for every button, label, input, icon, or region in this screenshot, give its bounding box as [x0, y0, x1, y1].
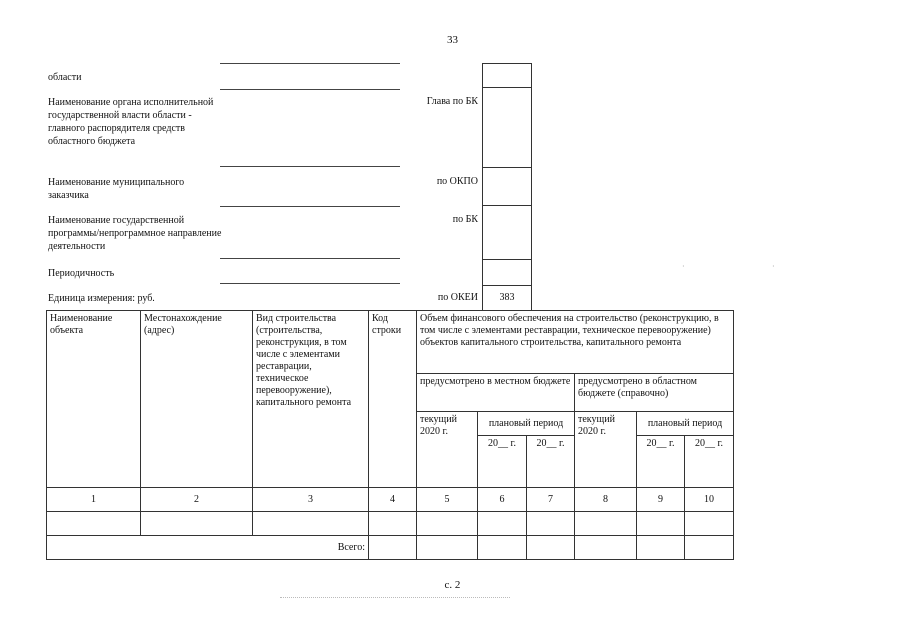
table-cell: [637, 536, 685, 560]
table-cell: [527, 512, 575, 536]
region-line-top: [220, 63, 400, 64]
total-label: Всего:: [253, 536, 369, 560]
code-cell-okei: 383: [483, 286, 531, 311]
table-cell: [685, 512, 734, 536]
table-cell: [575, 536, 637, 560]
col-number: 3: [253, 488, 369, 512]
table-cell: [47, 512, 141, 536]
table-cell: [575, 512, 637, 536]
table-cell: [369, 536, 417, 560]
header-local-budget: предусмотрено в местном бюджете: [417, 374, 575, 412]
code-cell-authority: [483, 88, 531, 168]
table-cell: [417, 536, 478, 560]
table-cell: [527, 536, 575, 560]
col-number: 6: [478, 488, 527, 512]
funding-table: [46, 310, 734, 560]
table-cell: [478, 512, 527, 536]
col-number: 7: [527, 488, 575, 512]
col-number: 1: [47, 488, 141, 512]
table-cell: [253, 512, 369, 536]
table-cell: [685, 536, 734, 560]
code-cell-periodicity: [483, 260, 531, 286]
table-cell: [369, 512, 417, 536]
header-local-year-b: 20__ г.: [527, 436, 575, 488]
region-line: [220, 89, 400, 90]
periodicity-line: [220, 283, 400, 284]
col-number: 8: [575, 488, 637, 512]
unit-code-label: по ОКЕИ: [437, 292, 478, 303]
page-footer: с. 2: [444, 579, 461, 591]
col-number: 9: [637, 488, 685, 512]
scan-dot: ·: [772, 262, 775, 271]
header-object-name: Наименование объекта: [47, 311, 141, 488]
col-number: 5: [417, 488, 478, 512]
table-cell: [141, 512, 253, 536]
header-location: Местонахождение (адрес): [141, 311, 253, 488]
header-construction-type: Вид строительства (строительства, реконструкция, в том числе с элементами реставрации, техническое перевооружение), капитального ремонта: [253, 311, 369, 488]
program-label: Наименование государственной программы/непрограммное направление деятельности: [48, 215, 222, 252]
header-local-year-a: 20__ г.: [478, 436, 527, 488]
customer-line: [220, 206, 400, 207]
authority-line: [220, 166, 400, 167]
unit-label: Единица измерения: руб.: [48, 293, 155, 304]
table-cell: [141, 536, 253, 560]
table-row: [47, 512, 734, 536]
total-row: [47, 536, 734, 560]
header-regional-budget: предусмотрено в областном бюджете (справочно): [575, 374, 734, 412]
footer-faint-line: [280, 597, 510, 598]
code-cell-region: [483, 64, 531, 88]
col-number: 4: [369, 488, 417, 512]
page-number: 33: [447, 34, 458, 46]
header-row-code: Код строки: [369, 311, 417, 488]
header-funding-volume: Объем финансового обеспечения на строительство (реконструкцию, в том числе с элементами реставрации, техническое перевооружение) объектов капитального строительства, капитального ремонта: [417, 311, 734, 374]
region-label: области: [48, 72, 82, 83]
customer-code-label: по ОКПО: [436, 176, 478, 187]
col-number: 2: [141, 488, 253, 512]
code-cell-okpo: [483, 168, 531, 206]
table-cell: [478, 536, 527, 560]
header-regional-year-b: 20__ г.: [685, 436, 734, 488]
header-local-current-year: текущий 2020 г.: [417, 412, 478, 488]
authority-label: Наименование органа исполнительной государственной власти области - главного распорядителя средств областного бюджета: [48, 97, 214, 147]
header-regional-year-a: 20__ г.: [637, 436, 685, 488]
column-number-row: [47, 488, 734, 512]
col-number: 10: [685, 488, 734, 512]
customer-label: Наименование муниципального заказчика: [48, 177, 185, 201]
program-line: [220, 258, 400, 259]
code-box-column: [482, 63, 532, 311]
scan-dot: ·: [682, 262, 685, 271]
header-regional-current-year: текущий 2020 г.: [575, 412, 637, 488]
authority-code-label: Глава по БК: [426, 96, 478, 107]
table-cell: [417, 512, 478, 536]
header-regional-planning-period: плановый период: [637, 412, 734, 436]
header-local-planning-period: плановый период: [478, 412, 575, 436]
code-cell-bk: [483, 206, 531, 260]
periodicity-label: Периодичность: [48, 268, 115, 279]
program-code-label: по БК: [452, 214, 478, 225]
table-cell: [47, 536, 141, 560]
table-cell: [637, 512, 685, 536]
